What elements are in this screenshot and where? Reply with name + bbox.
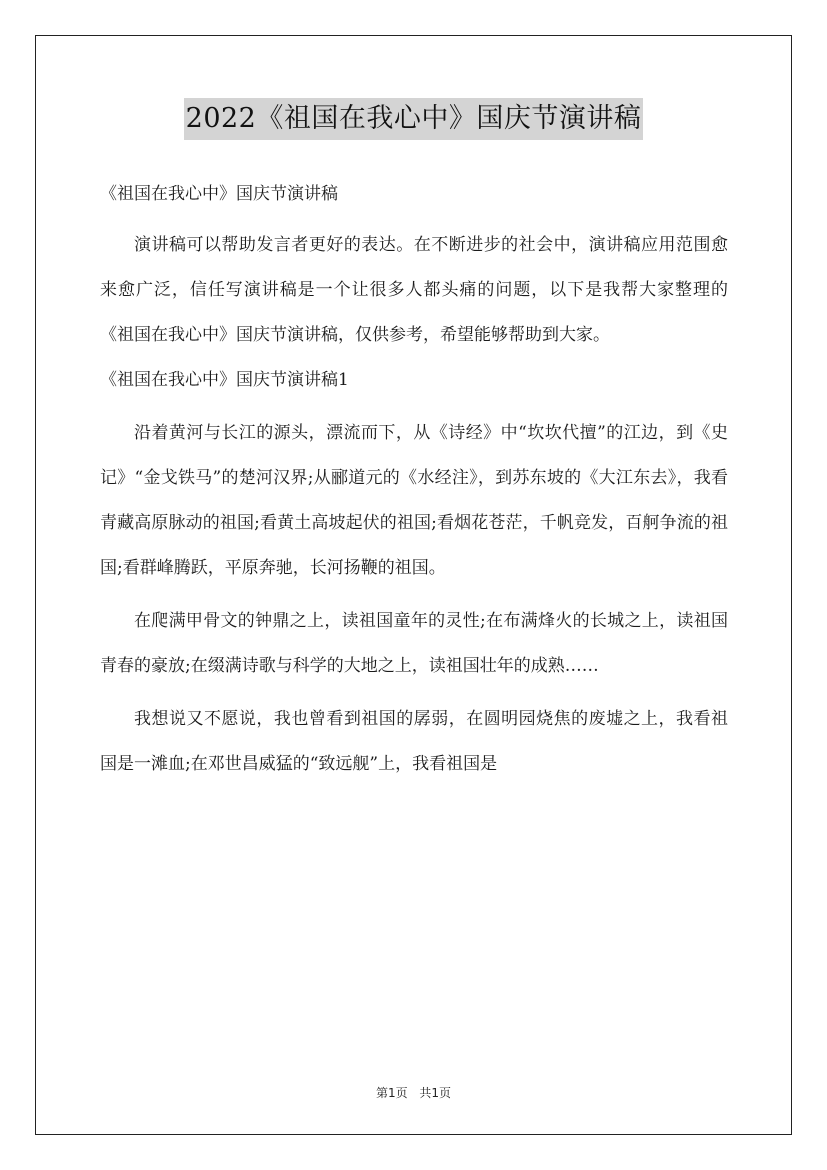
document-title: 2022《祖国在我心中》国庆节演讲稿 — [184, 98, 644, 140]
intro-paragraph: 演讲稿可以帮助发言者更好的表达。在不断进步的社会中，演讲稿应用范围愈来愈广泛，信任写演讲稿是一个让很多人都头痛的问题，以下是我帮大家整理的《祖国在我心中》国庆节演讲稿，仅供参考，希望能够帮助到大家。 — [100, 235, 728, 345]
body-paragraph-1: 沿着黄河与长江的源头，漂流而下，从《诗经》中“坎坎代擅”的江边，到《史记》“金戈铁马”的楚河汉界;从郦道元的《水经注》，到苏东坡的《大江东去》，我看青藏高原脉动的祖国;看黄土高坡起伏的祖国;看烟花苍茫，千帆竞发，百舸争流的祖国;看群峰腾跃，平原奔驰，长河扬鞭的祖国。 — [100, 423, 728, 578]
document-subtitle: 《祖国在我心中》国庆节演讲稿 — [100, 184, 338, 204]
body-paragraph-2: 在爬满甲骨文的钟鼎之上，读祖国童年的灵性;在布满烽火的长城之上，读祖国青春的豪放;在缀满诗歌与科学的大地之上，读祖国壮年的成熟…… — [100, 611, 728, 676]
page-footer — [0, 1084, 827, 1101]
title-container — [0, 98, 827, 140]
body-paragraph-3: 我想说又不愿说，我也曾看到祖国的孱弱，在圆明园烧焦的废墟之上，我看祖国是一滩血;在邓世昌威猛的“致远舰”上，我看祖国是 — [100, 709, 728, 774]
document-body — [100, 172, 728, 787]
section-heading-1: 《祖国在我心中》国庆节演讲稿1 — [100, 370, 349, 390]
page-number: 第1页 — [375, 1086, 408, 1100]
page-total: 共1页 — [419, 1086, 452, 1100]
